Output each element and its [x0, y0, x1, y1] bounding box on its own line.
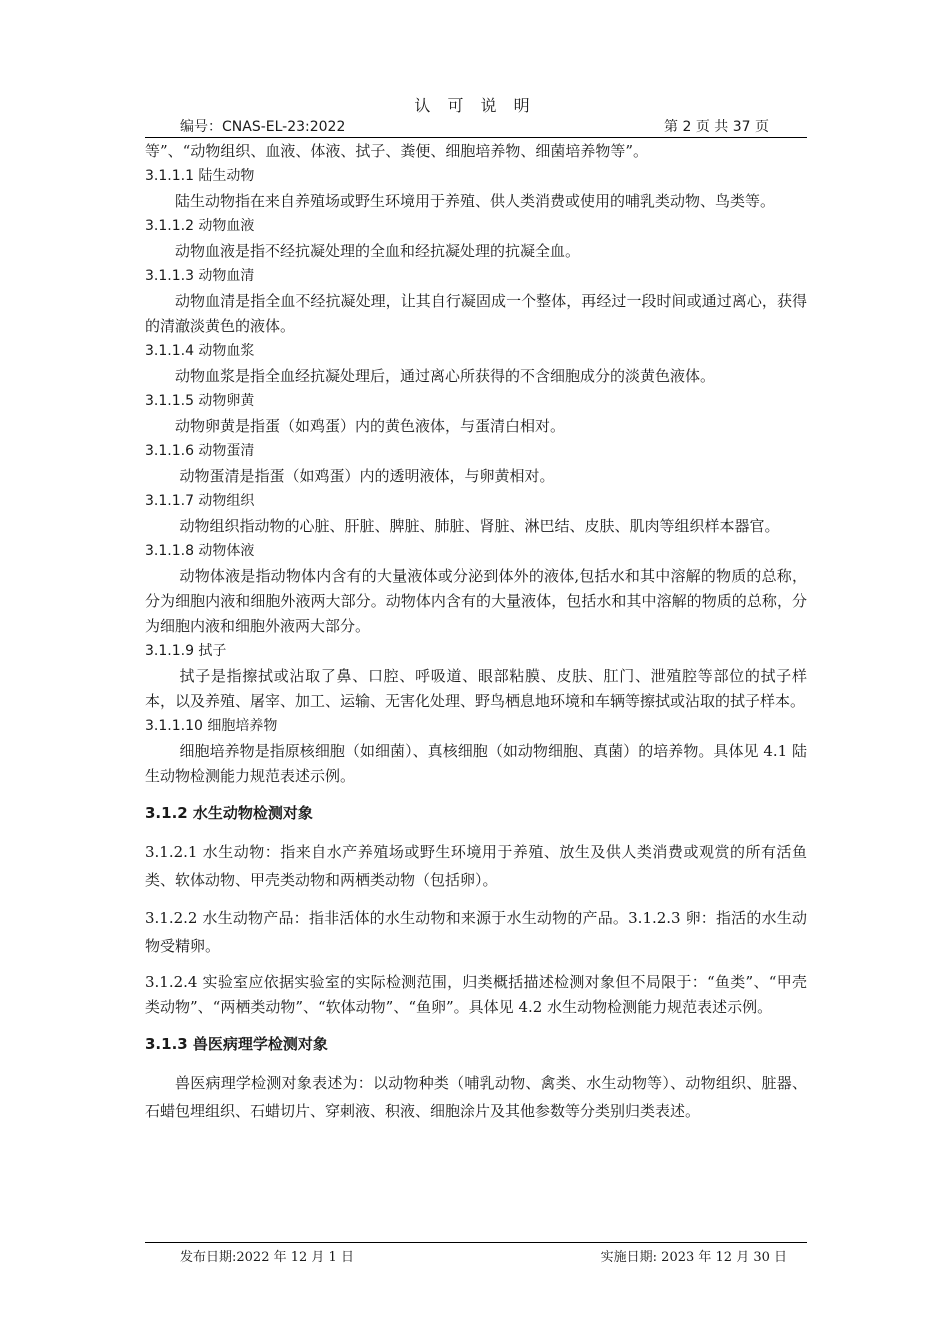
heading-3-1-1-2: 3.1.1.2 动物血液	[145, 218, 255, 234]
paragraph-3-1-1-7: 动物组织指动物的心脏、肝脏、脾脏、肺脏、肾脏、淋巴结、皮肤、肌肉等组织样本器官。	[179, 517, 780, 535]
heading-3-1-1-8: 3.1.1.8 动物体液	[145, 543, 255, 559]
document-body	[145, 139, 807, 1125]
heading-3-1-1-6: 3.1.1.6 动物蛋清	[145, 443, 255, 459]
heading-3-1-2: 3.1.2 水生动物检测对象	[145, 804, 313, 822]
heading-3-1-3: 3.1.3 兽医病理学检测对象	[145, 1035, 328, 1053]
paragraph-3-1-3: 兽医病理学检测对象表述为：以动物种类（哺乳动物、禽类、水生动物等）、动物组织、脏器、石蜡包埋组织、石蜡切片、穿刺液、积液、细胞涂片及其他参数等分类别归类表述。	[145, 1074, 807, 1120]
paragraph-3-1-1-5: 动物卵黄是指蛋（如鸡蛋）内的黄色液体，与蛋清白相对。	[175, 417, 566, 435]
header-divider	[145, 137, 807, 138]
paragraph-3-1-1-10: 细胞培养物是指原核细胞（如细菌）、真核细胞（如动物细胞、真菌）的培养物。具体见 4.1 陆生动物检测能力规范表述示例。	[145, 742, 807, 785]
header-row	[145, 116, 807, 138]
heading-3-1-1-1: 3.1.1.1 陆生动物	[145, 168, 255, 184]
paragraph-3-1-1-6: 动物蛋清是指蛋（如鸡蛋）内的透明液体，与卵黄相对。	[179, 467, 555, 485]
paragraph-3-1-1-1: 陆生动物指在来自养殖场或野生环境用于养殖、供人类消费或使用的哺乳类动物、鸟类等。	[175, 192, 776, 210]
paragraph-continuation: 等”、“动物组织、血液、体液、拭子、粪便、细胞培养物、细菌培养物等”。	[145, 142, 649, 160]
paragraph-3-1-1-3: 动物血清是指全血不经抗凝处理，让其自行凝固成一个整体，再经过一段时间或通过离心，获得的清澈淡黄色的液体。	[145, 292, 807, 335]
heading-3-1-1-3: 3.1.1.3 动物血清	[145, 268, 255, 284]
heading-3-1-1-4: 3.1.1.4 动物血浆	[145, 343, 255, 359]
paragraph-3-1-1-8: 动物体液是指动物体内含有的大量液体或分泌到体外的液体,包括水和其中溶解的物质的总称，分为细胞内液和细胞外液两大部分。动物体内含有的大量液体，包括水和其中溶解的物质的总称，分为细胞内液和细胞外液两大部分。	[145, 567, 807, 635]
paragraph-3-1-1-9: 拭子是指擦拭或沾取了鼻、口腔、呼吸道、眼部粘膜、皮肤、肛门、泄殖腔等部位的拭子样本，以及养殖、屠宰、加工、运输、无害化处理、野鸟栖息地环境和车辆等擦拭或沾取的拭子样本。	[145, 667, 807, 710]
footer-divider	[145, 1242, 807, 1243]
heading-3-1-1-10: 3.1.1.10 细胞培养物	[145, 718, 278, 734]
release-date: 发布日期:2022 年 12 月 1 日	[180, 1250, 354, 1265]
page-number: 第 2 页 共 37 页	[664, 119, 769, 135]
paragraph-3-1-1-4: 动物血浆是指全血经抗凝处理后，通过离心所获得的不含细胞成分的淡黄色液体。	[175, 367, 716, 385]
document-title: 认 可 说 明	[414, 96, 536, 115]
heading-3-1-1-5: 3.1.1.5 动物卵黄	[145, 393, 255, 409]
document-code: 编号：CNAS-EL-23:2022	[180, 119, 346, 135]
heading-3-1-1-9: 3.1.1.9 拭子	[145, 643, 227, 659]
effective-date: 实施日期: 2023 年 12 月 30 日	[600, 1250, 787, 1265]
paragraph-3-1-2-4: 3.1.2.4 实验室应依据实验室的实际检测范围，归类概括描述检测对象但不局限于：“鱼类”、“甲壳类动物”、“两栖类动物”、“软体动物”、“鱼卵”。具体见 4.2 水生动物检测能力规范表述示例。	[145, 973, 807, 1016]
paragraph-3-1-2-1: 3.1.2.1 水生动物：指来自水产养殖场或野生环境用于养殖、放生及供人类消费或观赏的所有活鱼类、软体动物、甲壳类动物和两栖类动物（包括卵）。	[145, 843, 807, 889]
heading-3-1-1-7: 3.1.1.7 动物组织	[145, 493, 255, 509]
paragraph-3-1-1-2: 动物血液是指不经抗凝处理的全血和经抗凝处理的抗凝全血。	[175, 242, 581, 260]
paragraph-3-1-2-2: 3.1.2.2 水生动物产品：指非活体的水生动物和来源于水生动物的产品。3.1.2.3 卵：指活的水生动物受精卵。	[145, 909, 807, 955]
